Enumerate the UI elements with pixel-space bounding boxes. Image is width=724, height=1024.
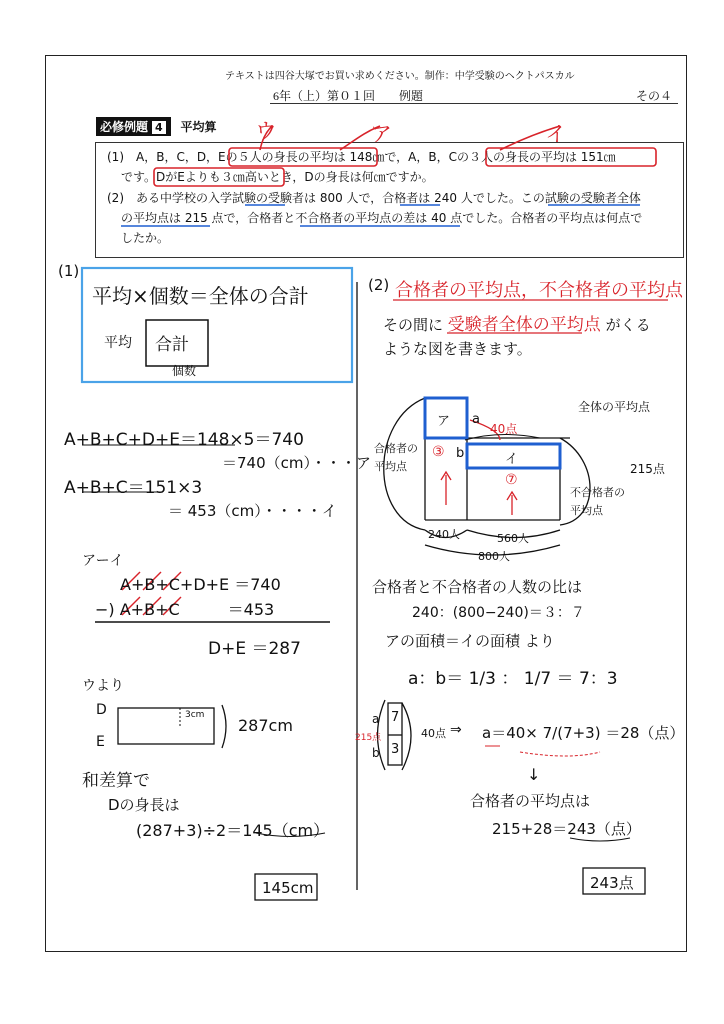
header-note: テキストは四谷大塚でお買い求めください。制作：中学受験のヘクトパスカル — [225, 71, 575, 82]
implies-arrow: ⇒ — [450, 722, 462, 738]
fig-b-label: b — [456, 446, 465, 461]
page-number: その４ — [636, 89, 673, 103]
eq1-result: ＝740（cm）・・・ア — [222, 454, 371, 472]
calc-a: a＝40× 7/(7+3) ＝28（点） — [482, 724, 685, 742]
part2-line2-suffix: がくる — [605, 316, 651, 334]
part2-line2 — [383, 310, 651, 335]
q1-line2: です。DがEよりも３㎝高いとき，Dの身長は何㎝ですか。 — [121, 170, 434, 184]
final-calc-2: 215+28＝243（点） — [492, 820, 641, 838]
wasa-label: 和差算で — [82, 771, 150, 791]
q2-line3: したか。 — [121, 231, 170, 245]
fig-ratio-3: ③ — [432, 444, 445, 460]
problem-badge: 必修例題 4 — [96, 117, 171, 136]
annotation-a: ア — [370, 123, 393, 148]
seg-a-label: a — [372, 712, 380, 726]
subtract-title: アーイ — [82, 553, 124, 569]
seg-215: 215点 — [355, 733, 382, 743]
annotation-u: ウ — [255, 120, 278, 145]
answer-2: 243点 — [590, 874, 634, 892]
ratio-equation: 240：(800−240)＝３：７ — [412, 605, 585, 621]
eq2-result: ＝ 453（cm）・・・・イ — [168, 502, 337, 520]
seg-40: 40点 — [421, 727, 446, 740]
eq1: A+B+C+D+E＝148×5＝740 — [64, 430, 304, 450]
pass-avg-label: 合格者の平均点は — [470, 792, 591, 810]
fig-fail-avg-label: 不合格者の平均点 — [570, 486, 625, 517]
answer-1: 145cm — [262, 879, 314, 897]
page-title: 6年（上）第０１回 例題 — [273, 89, 424, 103]
final-calc: (287+3)÷2＝145（cm） — [136, 821, 330, 840]
rule-formula: 平均×個数＝全体の合計 — [92, 284, 309, 308]
part2-line1: 合格者の平均点，不合格者の平均点 — [395, 280, 683, 301]
problem-topic: 平均算 — [180, 120, 217, 134]
fig-box-i: イ — [505, 452, 519, 467]
diagram-count: 個数 — [172, 364, 197, 378]
fig-ratio-7: ⑦ — [505, 472, 518, 488]
part2-line2-prefix: その間に — [383, 316, 444, 334]
d-height-label: Dの身長は — [108, 796, 180, 814]
subtract-row2: −) A+B+C ＝453 — [95, 600, 275, 619]
part1-label: (1) — [58, 262, 80, 280]
from-u: ウより — [82, 678, 124, 694]
seg-7: 7 — [391, 710, 400, 725]
part2-line3: ような図を書きます。 — [383, 340, 532, 358]
seg-3: 3 — [391, 742, 400, 757]
q1-line1: (1) A，B，C，D，Eの５人の身長の平均は 148㎝で，A，B，Cの３人の身長の平均は 151㎝ — [107, 150, 616, 164]
fig-box-a: ア — [437, 414, 451, 429]
bar-diff-label: 3cm — [185, 710, 205, 720]
bar-e-label: E — [96, 734, 105, 750]
annotation-i: イ — [545, 123, 568, 148]
fig-pass-avg-label: 合格者の平均点 — [374, 442, 418, 473]
down-arrow: ↓ — [527, 765, 541, 784]
ratio-title: 合格者と不合格者の人数の比は — [372, 578, 583, 596]
bar-d-label: D — [96, 702, 107, 718]
fig-800-label: 800人 — [478, 550, 510, 563]
part2-label: (2) — [368, 276, 390, 294]
eq2: A+B+C＝151×3 — [64, 478, 203, 498]
fig-40-label: 40点 — [490, 422, 518, 436]
fig-all-avg-label: 全体の平均点 — [578, 400, 651, 414]
fig-240-label: 240人 — [428, 528, 460, 541]
subtract-result: D+E ＝287 — [208, 639, 301, 659]
fig-215-label: 215点 — [630, 462, 665, 476]
seg-b-label: b — [372, 746, 380, 760]
q2-line2: の平均点は 215 点で，合格者と不合格者の平均点の差は 40 点でした。合格者の平均点は何点で — [121, 211, 643, 225]
area-line: アの面積＝イの面積 より — [385, 632, 555, 650]
fig-a-label: a — [472, 412, 480, 427]
part2-line2-highlight: 受験者全体の平均点 — [447, 315, 601, 335]
q2-line1: (2) ある中学校の入学試験の受験者は 800 人で，合格者は 240 人でした。この試験の受験者全体 — [107, 191, 641, 205]
ab-ratio: a：b＝ 1/3 ： 1/7 ＝ 7：3 — [408, 669, 618, 689]
subtract-row1: A+B+C+D+E ＝740 — [120, 575, 281, 594]
bar-total-label: 287cm — [238, 716, 293, 735]
diagram-total: 合計 — [155, 335, 189, 355]
fig-560-label: 560人 — [497, 532, 529, 545]
diagram-average: 平均 — [104, 335, 132, 351]
